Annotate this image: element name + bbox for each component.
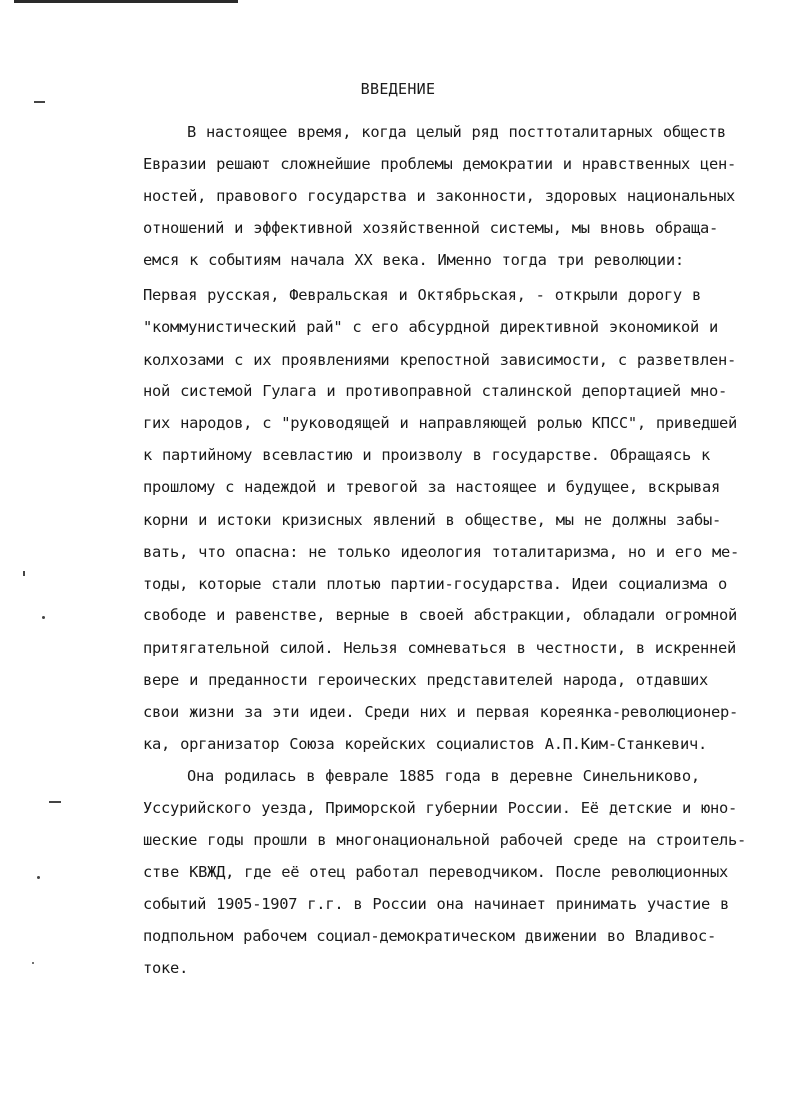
page-title: ВВЕДЕНИЕ <box>360 80 436 98</box>
text-line: ной системой Гулага и противоправной сталинской депортацией мно- <box>143 382 728 400</box>
margin-mark <box>42 616 45 619</box>
text-line: ностей, правового государства и законности, здоровых национальных <box>143 187 736 205</box>
top-edge-rule <box>14 0 238 3</box>
margin-mark <box>23 571 25 576</box>
text-line: прошлому с надеждой и тревогой за настоящее и будущее, вскрывая <box>143 478 721 496</box>
text-line: стве КВЖД, где её отец работал переводчиком. После революционных <box>143 863 729 881</box>
text-line: "коммунистический рай" с его абсурдной директивной экономикой и <box>143 318 719 336</box>
text-line: Уссурийского уезда, Приморской губернии России. Её детские и юно- <box>143 799 738 817</box>
text-line: к партийному всевластию и произволу в государстве. Обращаясь к <box>143 446 710 464</box>
text-line: корни и истоки кризисных явлений в обществе, мы не должны забы- <box>143 511 722 529</box>
text-line: событий 1905-1907 г.г. в России она начинает принимать участие в <box>143 895 730 913</box>
margin-mark <box>32 962 34 964</box>
text-line: вать, что опасна: не только идеология тоталитаризма, но и его ме- <box>143 543 740 561</box>
text-line: шеские годы прошли в многонациональной рабочей среде на строитель- <box>143 831 747 849</box>
text-line: гих народов, с "руководящей и направляющей ролью КПСС", приведшей <box>143 414 738 432</box>
text-line: тоды, которые стали плотью партии-государства. Идеи социализма о <box>143 575 728 593</box>
margin-mark <box>37 876 40 879</box>
text-line: ка, организатор Союза корейских социалистов А.П.Ким-Станкевич. <box>143 735 707 753</box>
text-line: В настоящее время, когда целый ряд посттоталитарных обществ <box>187 123 726 141</box>
text-line: притягательной силой. Нельзя сомневаться в честности, в искренней <box>143 639 737 657</box>
text-line: подпольном рабочем социал-демократическом движении во Владивос- <box>143 927 717 945</box>
text-line: Евразии решают сложнейшие проблемы демократии и нравственных цен- <box>143 155 737 173</box>
text-line: колхозами с их проявлениями крепостной зависимости, с разветвлен- <box>143 351 737 369</box>
text-line: Она родилась в феврале 1885 года в деревне Синельниково, <box>187 767 700 785</box>
text-line: вере и преданности героических представителей народа, отдавших <box>143 671 708 689</box>
text-line: Первая русская, Февральская и Октябрьская, - открыли дорогу в <box>143 286 701 304</box>
margin-mark <box>49 801 61 803</box>
text-line: токе. <box>143 959 189 977</box>
text-line: емся к событиям начала XX века. Именно тогда три революции: <box>143 251 684 269</box>
margin-mark <box>34 101 45 103</box>
text-line: свои жизни за эти идеи. Среди них и первая кореянка-революционер- <box>143 703 739 721</box>
text-line: свободе и равенстве, верные в своей абстракции, обладали огромной <box>143 606 738 624</box>
text-line: отношений и эффективной хозяйственной системы, мы вновь обраща- <box>143 219 719 237</box>
